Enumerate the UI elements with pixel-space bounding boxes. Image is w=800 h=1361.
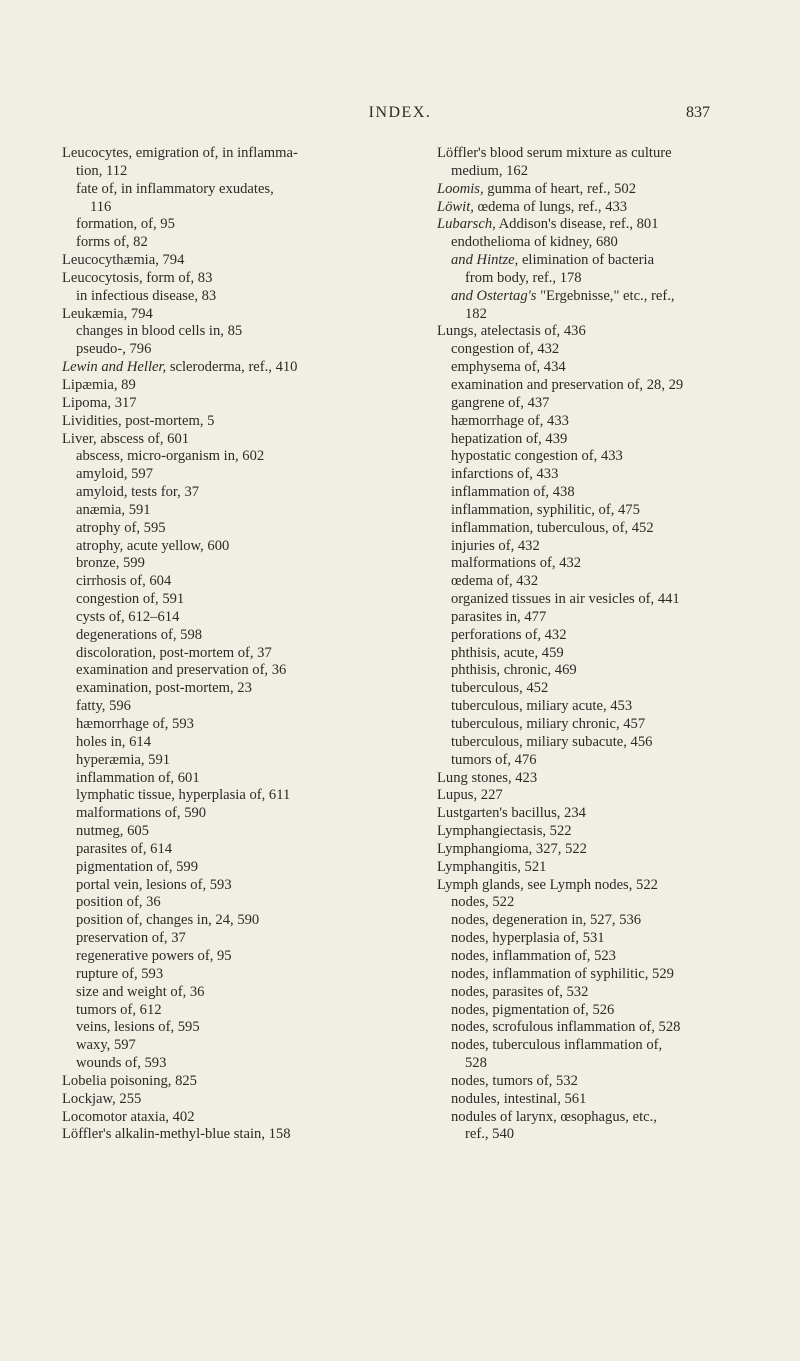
page-number: 837 <box>686 104 710 121</box>
index-entry-line: tumors of, 612 <box>76 1001 162 1018</box>
index-entry-line: Liver, abscess of, 601 <box>62 430 190 447</box>
index-entry-line: malformations of, 432 <box>451 555 582 572</box>
index-entry-line: nodes, inflammation of, 523 <box>451 947 616 964</box>
index-entry-line: hæmorrhage of, 593 <box>76 716 194 732</box>
index-entry-line: Lymphangioma, 327, 522 <box>437 840 587 857</box>
index-entry-line: malformations of, 590 <box>76 805 207 822</box>
index-entry-line: formation, of, 95 <box>76 216 175 233</box>
index-entry-line: medium, 162 <box>451 162 529 179</box>
index-entry-line: nodes, pigmentation of, 526 <box>451 1001 615 1018</box>
page-title: INDEX. <box>368 104 432 121</box>
index-entry-line: 528 <box>465 1055 487 1072</box>
index-entry-line: Lipæmia, 89 <box>62 376 136 393</box>
index-entry-line: Loomis, gumma of heart, ref., 502 <box>437 180 637 197</box>
index-entry-line: Lymphangitis, 521 <box>437 858 547 875</box>
index-entry-line: inflammation of, 438 <box>451 484 575 501</box>
index-entry-line: infarctions of, 433 <box>451 466 559 483</box>
index-entry-line: Locomotor ataxia, 402 <box>62 1108 195 1125</box>
index-entry-line: in infectious disease, 83 <box>76 287 217 304</box>
index-entry-line: Löffler's blood serum mixture as culture <box>437 145 672 161</box>
index-entry-line: congestion of, 432 <box>451 341 560 358</box>
index-entry-line: Lubarsch, Addison's disease, ref., 801 <box>437 216 659 233</box>
index-entry-line: tion, 112 <box>76 162 128 179</box>
index-entry-line: fate of, in inflammatory exudates, <box>76 180 274 197</box>
index-entry-line: Lividities, post-mortem, 5 <box>62 412 215 429</box>
index-entry-line: portal vein, lesions of, 593 <box>76 876 232 893</box>
index-entry-line: pseudo-, 796 <box>76 341 152 358</box>
index-entry-line: congestion of, 591 <box>76 591 185 608</box>
index-entry-line: Lymphangiectasis, 522 <box>437 823 572 840</box>
index-entry-line: degenerations of, 598 <box>76 626 203 643</box>
index-entry-line: inflammation, syphilitic, of, 475 <box>451 501 640 518</box>
index-entry-line: nodules, intestinal, 561 <box>451 1090 587 1107</box>
index-entry-line: atrophy, acute yellow, 600 <box>76 537 230 554</box>
index-entry-line: nodes, hyperplasia of, 531 <box>451 930 605 947</box>
index-entry-line: tuberculous, miliary chronic, 457 <box>451 716 646 732</box>
index-entry-line: endothelioma of kidney, 680 <box>451 234 618 251</box>
index-entry-line: changes in blood cells in, 85 <box>76 323 243 340</box>
index-entry-line: hypostatic congestion of, 433 <box>451 448 623 465</box>
index-entry-line: position of, 36 <box>76 894 161 911</box>
index-entry-line: Leukæmia, 794 <box>62 305 153 322</box>
index-entry-line: size and weight of, 36 <box>76 983 205 1000</box>
index-entry-line: Leucocytosis, form of, 83 <box>62 269 213 286</box>
index-column-right <box>437 145 799 1144</box>
index-entry-line: Lung stones, 423 <box>437 769 538 786</box>
index-entry-line: and Ostertag's "Ergebnisse," etc., ref., <box>451 287 675 304</box>
index-entry-line: Lymph glands, see Lymph nodes, 522 <box>437 876 658 893</box>
index-entry-line: tuberculous, miliary acute, 453 <box>451 698 633 715</box>
index-entry-line: wounds of, 593 <box>76 1055 167 1072</box>
index-entry-line: pigmentation of, 599 <box>76 858 199 875</box>
index-entry-line: parasites in, 477 <box>451 608 547 625</box>
index-entry-line: hepatization of, 439 <box>451 430 568 447</box>
index-entry-line: rupture of, 593 <box>76 965 164 982</box>
index-entry-line: preservation of, 37 <box>76 930 186 947</box>
index-entry-line: and Hintze, elimination of bacteria <box>451 252 655 269</box>
index-entry-line: 116 <box>90 198 112 215</box>
index-entry-line: waxy, 597 <box>76 1037 136 1054</box>
index-entry-line: hyperæmia, 591 <box>76 751 171 768</box>
index-entry-line: holes in, 614 <box>76 733 151 750</box>
index-entry-line: veins, lesions of, 595 <box>76 1019 200 1036</box>
index-entry-line: nodes, inflammation of syphilitic, 529 <box>451 965 674 982</box>
index-entry-line: tuberculous, 452 <box>451 680 549 697</box>
index-entry-line: nodes, tumors of, 532 <box>451 1072 578 1089</box>
index-entry-line: 182 <box>465 305 487 322</box>
index-entry-line: discoloration, post-mortem of, 37 <box>76 644 272 661</box>
index-entry-line: nodes, parasites of, 532 <box>451 983 589 1000</box>
index-entry-line: tumors of, 476 <box>451 751 537 768</box>
index-entry-line: Lipoma, 317 <box>62 394 137 411</box>
index-entry-line: gangrene of, 437 <box>451 394 550 411</box>
index-entry-line: Lobelia poisoning, 825 <box>62 1072 197 1089</box>
index-entry-line: examination and preservation of, 36 <box>76 662 287 679</box>
index-entry-line: position of, changes in, 24, 590 <box>76 912 260 929</box>
index-entry-line: hæmorrhage of, 433 <box>451 412 569 429</box>
index-entry-line: emphysema of, 434 <box>451 359 566 376</box>
index-entry-line: cirrhosis of, 604 <box>76 573 172 590</box>
index-entry-line: Leucocythæmia, 794 <box>62 252 185 269</box>
page-header <box>0 104 800 128</box>
index-entry-line: abscess, micro-organism in, 602 <box>76 448 265 465</box>
index-entry-line: nodes, scrofulous inflammation of, 528 <box>451 1019 681 1036</box>
index-entry-line: bronze, 599 <box>76 555 145 572</box>
index-entry-line: cysts of, 612–614 <box>76 608 180 625</box>
index-entry-line: nodes, 522 <box>451 894 515 911</box>
index-entry-line: œdema of, 432 <box>451 573 539 590</box>
index-entry-line: Lewin and Heller, scleroderma, ref., 410 <box>62 359 298 376</box>
index-entry-line: nodules of larynx, œsophagus, etc., <box>451 1108 657 1125</box>
index-entry-line: Leucocytes, emigration of, in inflamma- <box>62 145 298 161</box>
index-entry-line: Lockjaw, 255 <box>62 1090 142 1107</box>
index-entry-line: examination, post-mortem, 23 <box>76 680 252 697</box>
index-entry-line: inflammation of, 601 <box>76 769 200 786</box>
index-entry-line: anæmia, 591 <box>76 501 151 518</box>
index-entry-line: organized tissues in air vesicles of, 441 <box>451 591 680 608</box>
index-entry-line: injuries of, 432 <box>451 537 540 554</box>
index-entry-line: from body, ref., 178 <box>465 269 582 286</box>
index-entry-line: lymphatic tissue, hyperplasia of, 611 <box>76 787 291 804</box>
index-entry-line: tuberculous, miliary subacute, 456 <box>451 733 653 750</box>
index-entry-line: phthisis, acute, 459 <box>451 644 564 661</box>
index-entry-line: forms of, 82 <box>76 234 148 251</box>
index-entry-line: examination and preservation of, 28, 29 <box>451 376 684 393</box>
index-entry-line: Löffler's alkalin-methyl-blue stain, 158 <box>62 1126 291 1143</box>
index-entry-line: amyloid, 597 <box>76 466 154 483</box>
index-entry-line: nodes, tuberculous inflammation of, <box>451 1037 663 1054</box>
index-entry-line: perforations of, 432 <box>451 626 567 643</box>
index-entry-line: phthisis, chronic, 469 <box>451 662 577 679</box>
index-entry-line: Löwit, œdema of lungs, ref., 433 <box>437 198 628 215</box>
index-entry-line: amyloid, tests for, 37 <box>76 484 200 501</box>
index-entry-line: Lustgarten's bacillus, 234 <box>437 805 586 822</box>
index-entry-line: Lungs, atelectasis of, 436 <box>437 323 586 340</box>
index-entry-line: ref., 540 <box>465 1126 515 1143</box>
index-entry-line: nutmeg, 605 <box>76 823 149 840</box>
index-entry-line: nodes, degeneration in, 527, 536 <box>451 912 642 929</box>
index-entry-line: regenerative powers of, 95 <box>76 947 232 964</box>
index-entry-line: parasites of, 614 <box>76 840 173 857</box>
index-entry-line: inflammation, tuberculous, of, 452 <box>451 519 654 536</box>
index-entry-line: fatty, 596 <box>76 698 131 715</box>
index-entry-line: Lupus, 227 <box>437 787 503 804</box>
index-column-left <box>62 145 424 1144</box>
index-entry-line: atrophy of, 595 <box>76 519 166 536</box>
